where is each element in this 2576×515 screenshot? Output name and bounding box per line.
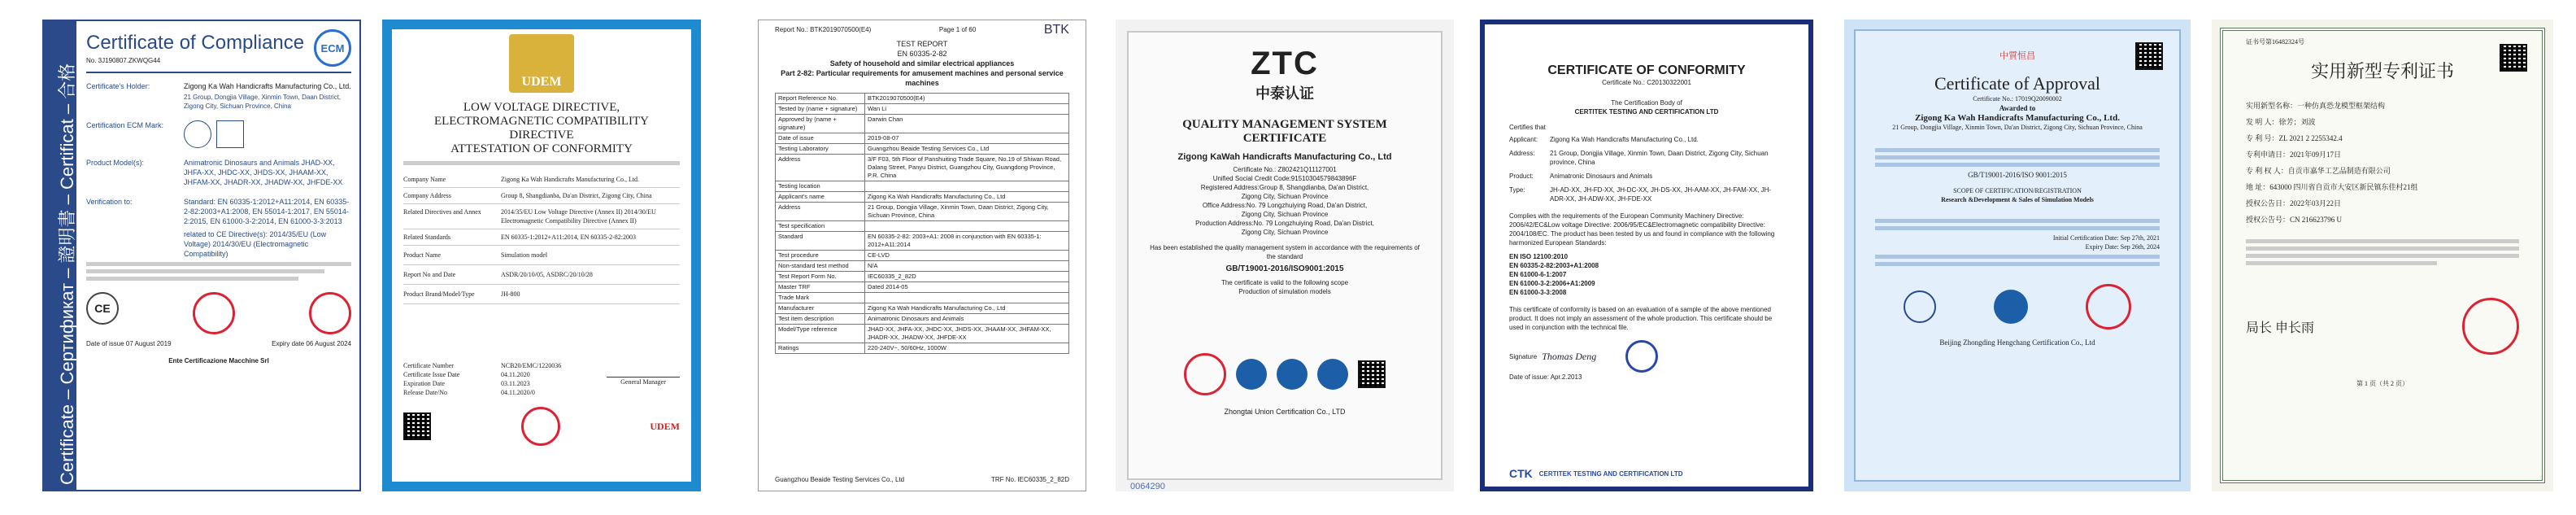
footer-trf: TRF No. IEC60335_2_82D <box>990 476 1069 483</box>
signer-title: General Manager <box>620 378 666 386</box>
row-label: Non-standard test method <box>776 261 865 272</box>
row-label: Test specification <box>776 221 865 232</box>
row-label: Testing location <box>776 181 865 192</box>
awarded-to: Awarded to <box>1999 104 2036 112</box>
row-label: Date of issue <box>776 133 865 144</box>
standard-item: EN 61000-3-3:2008 <box>1509 289 1567 296</box>
expiry-date: Expiry date 06 August 2024 <box>272 340 351 347</box>
table-row <box>776 155 1069 181</box>
row-value: EN 60335-1:2012+A11:2014, EN 60335-2-82:2003 <box>501 233 636 241</box>
table-row <box>776 251 1069 261</box>
certitek-conformity <box>1480 20 1813 491</box>
udem-attestation <box>382 20 701 491</box>
certificate-number: No. 3J190807.ZKWQG44 <box>86 56 161 64</box>
row-value: JHAD-XX, JHFA-XX, JHDC-XX, JHDS-XX, JHAAM-XX, JHFAM-XX, JHADR-XX, JHADW-XX, JHFDE-XX <box>865 325 1069 343</box>
ecm-logo-icon: ECM <box>314 29 351 67</box>
red-stamp-icon <box>309 292 351 334</box>
row-label: Certificate's Holder: <box>86 82 150 90</box>
row-value: Group 8, Shangdianba, Da'an District, Zigong City, China <box>501 192 652 199</box>
row-label: Type: <box>1509 186 1525 194</box>
row-label: Address: <box>1509 150 1535 157</box>
row-value: 21 Group, Dongjia Village, Xinmin Town, Daan District, Zigong City, Sichuan province, China <box>1550 150 1769 166</box>
patent-field: 专利申请日：2021年09月17日 <box>2246 151 2342 159</box>
row-value: Zigong Ka Wah Handicrafts Manufacturing Co., Ltd. <box>501 176 640 183</box>
conformity-title: CERTIFICATE OF CONFORMITY <box>1547 63 1746 77</box>
row-value: Animatronic Dinosaurs and Animals <box>865 314 1069 325</box>
report-table <box>775 93 1069 354</box>
title-line: ELECTROMAGNETIC COMPATIBILITY DIRECTIVE <box>433 115 650 142</box>
scope-title: SCOPE OF CERTIFICATION/REGISTRATION <box>1953 187 2082 194</box>
table-row <box>776 232 1069 251</box>
qms-title: QUALITY MANAGEMENT SYSTEM CERTIFICATE <box>1182 118 1387 145</box>
date-line: Expiry Date: Sep 26th, 2024 <box>2085 243 2160 251</box>
row-value: Zigong Ka Wah Handicrafts Manufacturing Co., Ltd. <box>1550 136 1699 143</box>
row-label: Address <box>776 203 865 221</box>
red-stamp-icon <box>521 407 560 446</box>
bottom-number: 0064290 <box>1130 482 1165 491</box>
approval-title: Certificate of Approval <box>1934 73 2101 94</box>
row-label: Related Standards <box>403 233 450 241</box>
heading-line: Safety of household and similar electrical appliances <box>829 59 1015 68</box>
certificate-details <box>403 361 607 397</box>
row-label: Approved by (name + signature) <box>776 115 865 133</box>
row-label: Trade Mark <box>776 293 865 303</box>
row-value: 3/F F03, 5th Floor of Panshuiting Trade Square, No.19 of Shiwan Road, Dalang Street, Panyu District, Guangzhou City, Guangdong Province, P.R. China <box>865 155 1069 181</box>
row-value: Simulation model <box>501 251 548 259</box>
row-label: Applicant: <box>1509 136 1538 143</box>
ztc-logo: ZTC <box>1251 46 1319 81</box>
row-value <box>865 181 1069 192</box>
row-value: N/A <box>865 261 1069 272</box>
patent-field: 专 利 号：ZL 2021 2 2255342.4 <box>2246 134 2343 142</box>
row-value: 21 Group, Dongjia Village, Xinmin Town, Daan District, Zigong City, Sichuan Province, China <box>184 94 342 110</box>
scope: Production of simulation models <box>1238 288 1331 295</box>
standard-item: EN 61000-6-1:2007 <box>1509 271 1567 278</box>
page-footer: 第 1 页（共 2 页） <box>2356 380 2408 387</box>
qr-code-icon <box>2135 42 2163 70</box>
scope: Research &Development & Sales of Simulation Models <box>1941 196 2094 203</box>
scope-intro: The certificate is valid to the following scope <box>1221 279 1349 286</box>
side-band-text: Certificate – Сертификат – 證明書 – Certificat – 合格 <box>57 63 77 485</box>
report-heading <box>775 39 1069 88</box>
title-line: ATTESTATION OF CONFORMITY <box>450 142 633 155</box>
table-row <box>776 343 1069 354</box>
table-row <box>776 272 1069 282</box>
detail-line: Production Address:No. 79 Longzhuiying Road, Da'an District, <box>1195 220 1374 227</box>
issue-date: Date of issue 07 August 2019 <box>86 340 172 347</box>
row-value: IEC60335_2_82D <box>865 272 1069 282</box>
table-row <box>776 303 1069 314</box>
signature: Thomas Deng <box>1542 350 1597 362</box>
row-value: Dated 2014-05 <box>865 282 1069 293</box>
utility-patent-certificate <box>2212 20 2553 491</box>
row-label: Test Report Form No. <box>776 272 865 282</box>
row-label: Company Address <box>403 192 451 199</box>
signature-block <box>607 361 680 397</box>
ztc-badge-icon <box>1236 359 1267 390</box>
certificate-of-approval <box>1844 20 2191 491</box>
udem-footer-logo: UDEM <box>650 420 680 432</box>
row-value: Wan Li <box>865 104 1069 115</box>
date-line: Initial Certification Date: Sep 27th, 2021 <box>2052 234 2160 242</box>
table-row <box>776 282 1069 293</box>
page-number: Page 1 of 60 <box>938 26 977 33</box>
table-row <box>776 261 1069 272</box>
row-label: Related Directives and Annex <box>403 208 481 216</box>
btk-logo: BTK <box>1043 23 1069 37</box>
company-name: Zigong KaWah Handicrafts Manufacturing Co., Ltd <box>1177 152 1392 162</box>
row-label: Address <box>776 155 865 181</box>
certification-dates <box>1875 233 2160 251</box>
row-value: Standard: EN 60335-1:2012+A11:2014, EN 60335-2-82:2003+A1:2008, EN 55014-1:2017, EN 55014-2:2015, EN 61000-3-2:2014, EN 61000-3-3:2013 <box>184 198 350 225</box>
complies-text: Complies with the requirements of the European Community Machinery Directive: 2006/42/EC&Low voltage Directive: 2006/95/EC&Electromagnetic compatibility Directive: 2004/108/EC. The product has been tested by us and found in compliance with the following harmonized European Standards: <box>1509 212 1775 247</box>
iaf-badge-icon <box>1277 359 1308 390</box>
footer-name: CERTITEK TESTING AND CERTIFICATION LTD <box>1538 469 1683 478</box>
row-label: Verification to: <box>86 198 133 206</box>
row-value: 04.11.2020 <box>501 371 530 378</box>
certificate-number: Certificate No.: 17019Q20090002 <box>1973 95 2062 103</box>
row-label: Report No and Date <box>403 271 456 278</box>
standard: GB/T19001-2016/ISO 9001:2015 <box>1968 171 2067 179</box>
heading-line: EN 60335-2-82 <box>897 50 947 58</box>
row-value: Animatronic Dinosaurs and Animals JHAD-XX, JHFA-XX, JHDC-XX, JHDS-XX, JHAAM-XX, JHFAM-XX, JHADR-XX, JHADW-XX, JHFDE-XX <box>184 159 343 186</box>
table-row <box>776 133 1069 144</box>
table-row <box>776 221 1069 232</box>
side-band <box>44 21 76 490</box>
company-name: Zigong Ka Wah Handicrafts Manufacturing Co., Ltd. <box>1915 113 2120 123</box>
row-label: Certificate Number <box>403 362 454 369</box>
body-name: CERTITEK TESTING AND CERTIFICATION LTD <box>1574 108 1719 116</box>
udem-seal-icon <box>509 34 574 93</box>
row-value: ASDR/20/10/05, ASDRC/20/10/28 <box>501 271 593 278</box>
standards-list <box>1509 252 1784 297</box>
company-address: 21 Group, Dongjia Village, Xinmin Town, Da'an District, Zigong City, Sichuan Province, China <box>1892 124 2143 131</box>
patent-field: 专 利 权 人：自贡市嘉华工艺品制造有限公司 <box>2246 167 2391 175</box>
patent-field: 授权公告号：CN 216623796 U <box>2246 216 2343 224</box>
row-value: related to CE Directive(s): 2014/35/EU (Low Voltage) 2014/30/EU (Electromagnetic Compatibility) <box>184 230 327 258</box>
row-value: Darwin Chan <box>865 115 1069 133</box>
cnas-badge-icon <box>1317 359 1348 390</box>
patent-field: 授权公告日：2022年03月22日 <box>2246 199 2342 207</box>
director-signature: 局长 申长雨 <box>2246 321 2315 335</box>
row-value: Animatronic Dinosaurs and Animals <box>1550 172 1653 180</box>
table-row <box>776 192 1069 203</box>
attestation-title <box>403 101 680 156</box>
row-label: Expiration Date <box>403 380 445 387</box>
heading-line: TEST REPORT <box>896 40 948 48</box>
btk-test-report <box>758 20 1086 491</box>
iso-badge-icon <box>1904 290 1936 323</box>
row-value: EN 60335-2-82: 2003+A1: 2008 in conjunction with EN 60335-1: 2012+A11:2014 <box>865 232 1069 251</box>
row-label: Manufacturer <box>776 303 865 314</box>
red-stamp-icon <box>193 292 235 334</box>
report-number: Report No.: BTK2019070500(E4) <box>775 26 872 33</box>
detail-line: Registered Address:Group 8, Shangdianba, Da'an District, <box>1200 184 1369 191</box>
ztc-logo-sub: 中泰认证 <box>1255 85 1314 102</box>
row-label: Company Name <box>403 176 446 183</box>
standard: GB/T19001-2016/ISO9001:2015 <box>1225 264 1344 273</box>
qr-code-icon <box>403 412 431 440</box>
row-value: CE-LVD <box>865 251 1069 261</box>
detail-line: Certificate No.: Z802421Q11127001 <box>1233 166 1337 173</box>
row-label: Ratings <box>776 343 865 354</box>
iaf-badge-icon <box>1994 290 2028 324</box>
row-value: 21 Group, Dongjia Village, Xinmin Town, Daan District, Zigong City, Sichuan Province, China <box>865 203 1069 221</box>
footer-issuer: Beijing Zhongding Hengchang Certification Co., Ltd <box>1939 338 2095 347</box>
row-value: Zigong Ka Wah Handicrafts Manufacturing Co., Ltd <box>865 303 1069 314</box>
table-row <box>776 181 1069 192</box>
row-value: 03.11.2023 <box>501 380 530 387</box>
standard-item: EN 60335-2-82:2003+A1:2008 <box>1509 262 1599 269</box>
table-row <box>776 104 1069 115</box>
red-seal-icon <box>2462 298 2519 355</box>
standard-item: EN 61000-3-2:2006+A1:2009 <box>1509 280 1595 287</box>
row-value <box>865 221 1069 232</box>
standard-item: EN ISO 12100:2010 <box>1509 253 1569 260</box>
patent-title: 实用新型专利证书 <box>2310 61 2454 81</box>
footer-brand: Ente Certificazione Macchine Srl <box>168 357 269 364</box>
patent-number: 证书号第16482324号 <box>2246 38 2304 46</box>
ecm-mark-icon <box>216 120 244 148</box>
blue-stamp-icon <box>1625 340 1658 373</box>
footer-issuer: Zhongtai Union Certification Co., LTD <box>1224 408 1346 416</box>
row-label: Certification ECM Mark: <box>86 121 164 129</box>
row-label: Test procedure <box>776 251 865 261</box>
row-label: Product Model(s): <box>86 159 145 167</box>
ztc-qms-certificate <box>1116 20 1454 491</box>
table-row <box>776 115 1069 133</box>
company-details <box>1148 165 1421 237</box>
zdhc-logo: 中質恒昌 <box>1999 51 2035 61</box>
heading-line: Part 2-82: Particular requirements for amusement machines and personal service machines <box>781 69 1064 87</box>
row-label: Release Date/No <box>403 389 447 396</box>
ce-mark-icon <box>184 120 211 148</box>
row-label <box>86 93 184 111</box>
row-label <box>86 229 184 259</box>
issue-date: Date of issue: Apr.2.2013 <box>1509 373 1582 381</box>
detail-line: Unified Social Credit Code:91510304579843896F <box>1212 175 1357 182</box>
certificate-number: Certificate No.: C20130322001 <box>1602 79 1691 86</box>
row-label: Report Reference No. <box>776 94 865 104</box>
row-label: Product: <box>1509 172 1534 180</box>
row-label: Master TRF <box>776 282 865 293</box>
qr-code-icon <box>2500 44 2527 72</box>
holder-section <box>86 81 351 259</box>
attestation-table <box>403 172 680 304</box>
detail-line: Office Address:No. 79 Longzhuiying Road, Da'an District, <box>1202 202 1368 209</box>
ce-logo-icon: CE <box>86 292 119 325</box>
title-line: LOW VOLTAGE DIRECTIVE, <box>463 101 620 114</box>
table-row <box>776 293 1069 303</box>
certificate-of-compliance <box>42 20 361 491</box>
row-label: Test item description <box>776 314 865 325</box>
row-label: Product Name <box>403 251 441 259</box>
red-stamp-icon <box>1184 353 1226 395</box>
signature-label: Signature <box>1509 352 1538 360</box>
row-value: 2019-08-07 <box>865 133 1069 144</box>
row-value <box>865 293 1069 303</box>
table-row <box>776 144 1069 155</box>
signature-icon <box>607 361 680 378</box>
table-row <box>776 94 1069 104</box>
row-label: Certificate Issue Date <box>403 371 460 378</box>
detail-line: Zigong City, Sichuan Province <box>1241 229 1329 236</box>
qr-code-icon <box>1358 360 1386 388</box>
row-label: Applicant's name <box>776 192 865 203</box>
certifies: Certifies that <box>1509 124 1546 131</box>
table-row <box>776 325 1069 343</box>
detail-line: Zigong City, Sichuan Province <box>1241 193 1329 200</box>
row-label: Standard <box>776 232 865 251</box>
statement: Has been established the quality management system in accordance with the requirements of the standard <box>1150 244 1420 260</box>
patent-field: 实用新型名称：一种仿真恐龙模型框架结构 <box>2246 102 2386 110</box>
brand-text: UDEM <box>521 75 562 89</box>
patent-field: 发 明 人：徐芳；刘波 <box>2246 118 2316 126</box>
table-row <box>776 203 1069 221</box>
row-label: Model/Type reference <box>776 325 865 343</box>
row-value: NCB20/EMC/1220036 <box>501 362 562 369</box>
row-value: JH-800 <box>501 290 520 298</box>
footer-lab: Guangzhou Beaide Testing Services Co., Ltd <box>775 476 905 483</box>
row-label: Tested by (name + signature) <box>776 104 865 115</box>
row-label: Product Brand/Model/Type <box>403 290 475 298</box>
row-value: BTK2019070500(E4) <box>865 94 1069 104</box>
row-value: 04.11.2020/0 <box>501 389 535 396</box>
row-label: Testing Laboratory <box>776 144 865 155</box>
row-value: Zigong Ka Wah Handicrafts Manufacturing Co., Ltd. <box>184 82 351 90</box>
table-row <box>776 314 1069 325</box>
row-value: JH-AD-XX, JH-FD-XX, JH-DC-XX, JH-DS-XX, JH-AAM-XX, JH-FAM-XX, JH-ADR-XX, JH-ADW-XX, JH-FDE-XX <box>1550 186 1772 203</box>
row-value: 2014/35/EU Low Voltage Directive (Annex II) 2014/30/EU Electromagnetic Compatibility Directive (Annex II) <box>501 208 656 225</box>
patent-fields <box>2246 98 2519 228</box>
certificate-title: Certificate of Compliance <box>86 31 305 54</box>
row-value: Guangzhou Beaide Testing Services Co., Ltd <box>865 144 1069 155</box>
row-value: Zigong Ka Wah Handicrafts Manufacturing Co., Ltd <box>865 192 1069 203</box>
body-intro: The Certification Body of <box>1611 99 1682 107</box>
detail-line: Zigong City, Sichuan Province <box>1241 211 1329 218</box>
ctk-logo: CTK <box>1509 467 1533 480</box>
row-value: 220-240V~, 50/60Hz, 1000W <box>865 343 1069 354</box>
patent-field: 地 址：643000 四川省自贡市大安区新民镇东佳村21组 <box>2246 183 2418 191</box>
disclaimer: This certificate of conformity is based on an evaluation of a sample of the above mentioned product. It does not imply an assessment of the whole production. This certificate should be used in conjunction with the technical file. <box>1509 306 1773 331</box>
red-stamp-icon <box>2086 284 2131 330</box>
